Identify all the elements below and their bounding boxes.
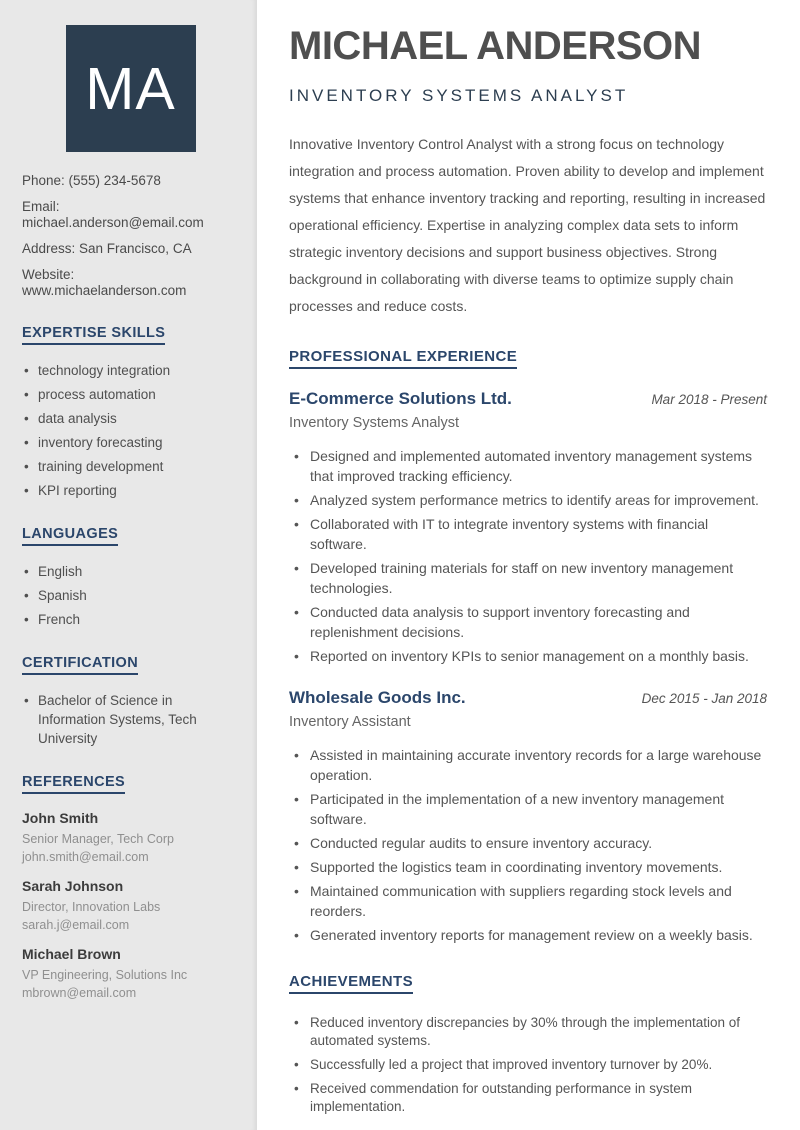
reference-entry xyxy=(22,878,239,934)
job-bullet-list xyxy=(289,446,767,666)
achievements-heading: ACHIEVEMENTS xyxy=(289,973,767,994)
certification-list xyxy=(22,691,239,748)
list-item: • technology integration xyxy=(22,361,239,380)
list-item: • inventory forecasting xyxy=(22,433,239,452)
job-dates: Dec 2015 - Jan 2018 xyxy=(641,691,767,706)
job-role: Inventory Assistant xyxy=(289,714,411,730)
contact-website: Website: www.michaelanderson.com xyxy=(22,267,187,298)
list-item: • Successfully led a project that improved inventory turnover by 20%. xyxy=(289,1056,767,1074)
languages-heading: LANGUAGES xyxy=(22,526,239,546)
reference-email: sarah.j@email.com xyxy=(22,918,130,932)
summary-paragraph: Innovative Inventory Control Analyst with a strong focus on technology integration and process automation. Proven ability to develop and implement systems that enhance inventory tracking and reporting, resulting in increased operational efficiency. Expertise in analyzing complex data sets to inform strategic inventory decisions and support business objectives. Strong background in collaborating with diverse teams to optimize supply chain processes and reduce costs. xyxy=(289,136,766,314)
list-item: • data analysis xyxy=(22,409,239,428)
company-name: Wholesale Goods Inc. xyxy=(289,688,466,707)
list-item: • Participated in the implementation of a new inventory management software. xyxy=(289,789,767,829)
reference-email: john.smith@email.com xyxy=(22,850,149,864)
experience-heading: PROFESSIONAL EXPERIENCE xyxy=(289,348,767,369)
languages-list xyxy=(22,562,239,629)
contact-address: Address: San Francisco, CA xyxy=(22,241,192,256)
skills-list xyxy=(22,361,239,500)
contact-email: Email: michael.anderson@email.com xyxy=(22,199,204,230)
skills-heading: EXPERTISE SKILLS xyxy=(22,325,239,345)
list-item: • French xyxy=(22,610,239,629)
job-dates: Mar 2018 - Present xyxy=(651,392,767,407)
job-entry xyxy=(289,688,767,945)
certification-heading: CERTIFICATION xyxy=(22,655,239,675)
list-item: • Developed training materials for staff on new inventory management technologies. xyxy=(289,558,767,598)
job-bullet-list xyxy=(289,745,767,945)
list-item: • English xyxy=(22,562,239,581)
list-item: • KPI reporting xyxy=(22,481,239,500)
list-item: • Bachelor of Science in Information Systems, Tech University xyxy=(22,691,239,748)
reference-role: Director, Innovation Labs xyxy=(22,900,161,914)
company-name: E-Commerce Solutions Ltd. xyxy=(289,389,512,408)
list-item: • Generated inventory reports for management review on a weekly basis. xyxy=(289,925,767,945)
person-title: INVENTORY SYSTEMS ANALYST xyxy=(289,86,629,105)
reference-entry xyxy=(22,810,239,866)
list-item: • Reduced inventory discrepancies by 30% through the implementation of automated systems. xyxy=(289,1014,767,1050)
main-content xyxy=(257,0,800,1130)
list-item: • Collaborated with IT to integrate inventory systems with financial software. xyxy=(289,514,767,554)
sidebar xyxy=(0,0,257,1130)
job-header xyxy=(289,688,767,708)
list-item: • process automation xyxy=(22,385,239,404)
contact-block xyxy=(22,173,239,299)
list-item: • Maintained communication with suppliers regarding stock levels and reorders. xyxy=(289,881,767,921)
list-item: • Conducted regular audits to ensure inventory accuracy. xyxy=(289,833,767,853)
contact-phone: Phone: (555) 234-5678 xyxy=(22,173,161,188)
job-entry xyxy=(289,389,767,666)
references-list xyxy=(22,810,239,1002)
achievements-list xyxy=(289,1014,767,1116)
job-role: Inventory Systems Analyst xyxy=(289,415,460,431)
monogram-text: MA xyxy=(85,55,176,122)
reference-name: Sarah Johnson xyxy=(22,878,124,894)
list-item: • Received commendation for outstanding performance in system implementation. xyxy=(289,1080,767,1116)
list-item: • training development xyxy=(22,457,239,476)
list-item: • Spanish xyxy=(22,586,239,605)
reference-email: mbrown@email.com xyxy=(22,986,137,1000)
list-item: • Designed and implemented automated inventory management systems that improved tracking efficiency. xyxy=(289,446,767,486)
references-heading: REFERENCES xyxy=(22,774,239,794)
reference-role: Senior Manager, Tech Corp xyxy=(22,832,174,846)
person-name: MICHAEL ANDERSON xyxy=(289,24,702,68)
reference-role: VP Engineering, Solutions Inc xyxy=(22,968,188,982)
reference-name: John Smith xyxy=(22,810,99,826)
reference-name: Michael Brown xyxy=(22,946,121,962)
list-item: • Reported on inventory KPIs to senior management on a monthly basis. xyxy=(289,646,767,666)
achievements-section xyxy=(289,973,767,1116)
reference-entry xyxy=(22,946,239,1002)
list-item: • Analyzed system performance metrics to identify areas for improvement. xyxy=(289,490,767,510)
job-header xyxy=(289,389,767,409)
avatar-monogram xyxy=(66,25,196,152)
list-item: • Supported the logistics team in coordinating inventory movements. xyxy=(289,857,767,877)
list-item: • Assisted in maintaining accurate inventory records for a large warehouse operation. xyxy=(289,745,767,785)
list-item: • Conducted data analysis to support inventory forecasting and replenishment decisions. xyxy=(289,602,767,642)
